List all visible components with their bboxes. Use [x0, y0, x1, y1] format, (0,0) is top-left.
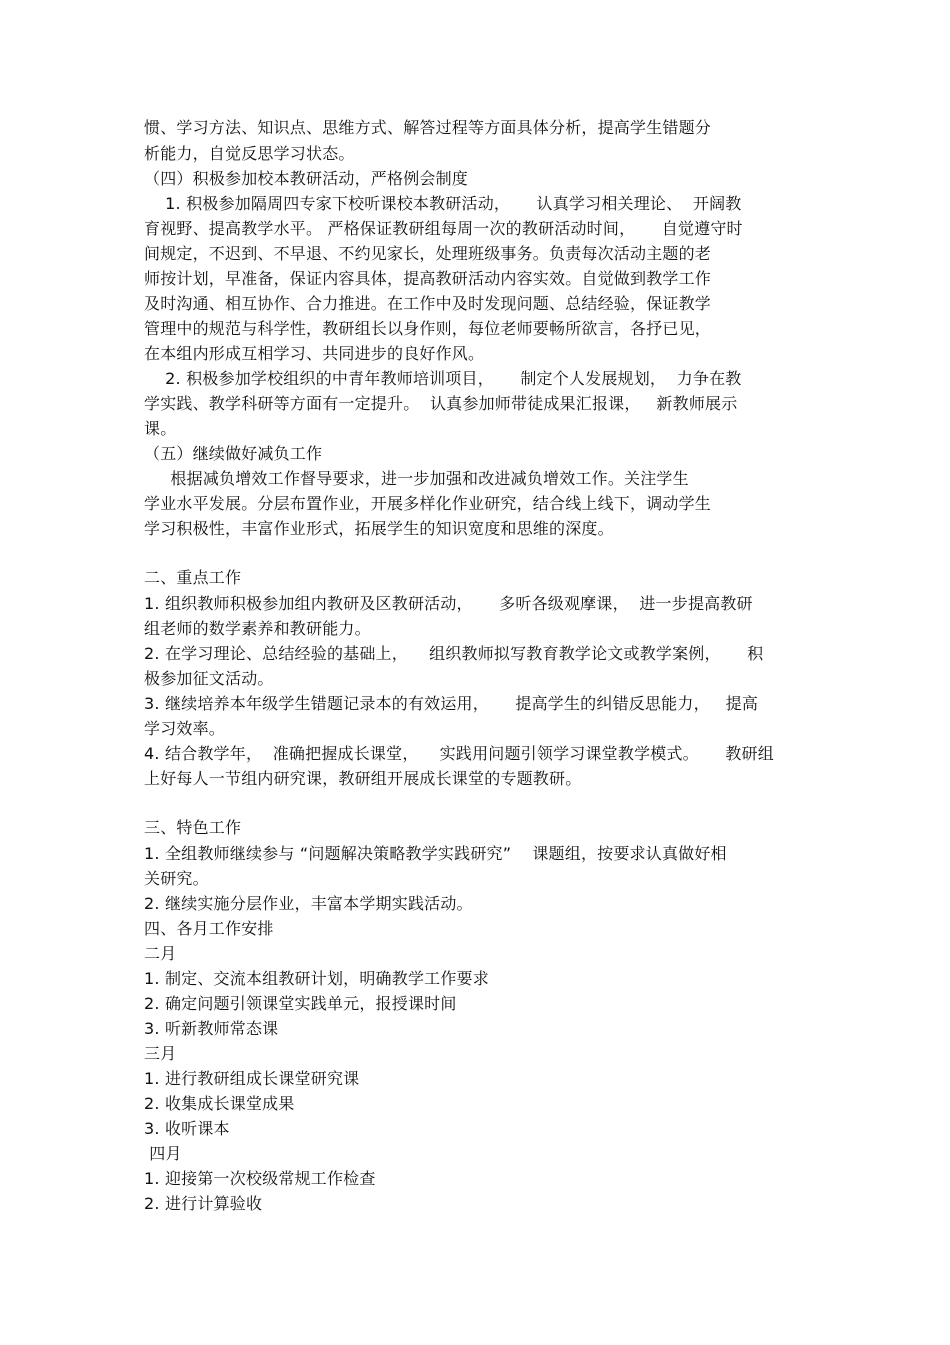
text-line: 育视野、提高教学水平。 严格保证教研组每周一次的教研活动时间， 自觉遵守时	[144, 219, 743, 238]
text-line: 管理中的规范与科学性，教研组长以身作则，每位老师要畅所欲言，各抒已见，	[144, 319, 712, 338]
section-heading: 二、重点工作	[144, 568, 242, 587]
section-heading: （五）继续做好减负工作	[144, 444, 323, 463]
text-line: 2. 确定问题引领课堂实践单元，报授课时间	[144, 994, 457, 1013]
text-line: 3. 听新教师常态课	[144, 1019, 279, 1038]
text-line: 2. 积极参加学校组织的中青年教师培训项目， 制定个人发展规划， 力争在教	[144, 369, 742, 388]
text-line: 学业水平发展。分层布置作业，开展多样化作业研究，结合线上线下，调动学生	[144, 494, 712, 513]
text-line: 2. 收集成长课堂成果	[144, 1094, 295, 1113]
text-line: 1. 进行教研组成长课堂研究课	[144, 1069, 360, 1088]
text-line: 3. 收听课本	[144, 1119, 230, 1138]
text-line: 2. 在学习理论、总结经验的基础上， 组织教师拟写教育教学论文或教学案例， 积	[144, 644, 764, 663]
text-line: 1. 全组教师继续参与 “问题解决策略教学实践研究” 课题组，按要求认真做好相	[144, 844, 727, 863]
text-line: 1. 积极参加隔周四专家下校听课校本教研活动， 认真学习相关理论、 开阔教	[144, 194, 742, 213]
text-line: 学习积极性，丰富作业形式，拓展学生的知识宽度和思维的深度。	[144, 519, 614, 538]
text-line: 1. 制定、交流本组教研计划，明确教学工作要求	[144, 969, 489, 988]
text-line: 师按计划，早准备，保证内容具体，提高教研活动内容实效。自觉做到教学工作	[144, 269, 712, 288]
text-line: 学实践、教学科研等方面有一定提升。 认真参加师带徒成果汇报课， 新教师展示	[144, 394, 738, 413]
text-line: 上好每人一节组内研究课，教研组开展成长课堂的专题教研。	[144, 769, 582, 788]
text-line: 及时沟通、相互协作、合力推进。在工作中及时发现问题、总结经验，保证教学	[144, 294, 712, 313]
month-heading: 四月	[144, 1144, 182, 1163]
section-heading: 四、各月工作安排	[144, 919, 274, 938]
text-line: 3. 继续培养本年级学生错题记录本的有效运用， 提高学生的纠错反思能力， 提高	[144, 694, 759, 713]
text-line: 析能力，自觉反思学习状态。	[144, 144, 355, 163]
text-line: 1. 组织教师积极参加组内教研及区教研活动， 多听各级观摩课， 进一步提高教研	[144, 594, 753, 613]
month-heading: 二月	[144, 944, 177, 963]
text-line: 极参加征文活动。	[144, 669, 274, 688]
text-line: 2. 继续实施分层作业，丰富本学期实践活动。	[144, 894, 473, 913]
month-heading: 三月	[144, 1044, 177, 1063]
text-line: 间规定，不迟到、不早退、不约见家长，处理班级事务。负责每次活动主题的老	[144, 244, 712, 263]
text-line: 在本组内形成互相学习、共同进步的良好作风。	[144, 344, 485, 363]
text-line: 课。	[144, 419, 177, 438]
text-line: 学习效率。	[144, 719, 226, 738]
section-heading: 三、特色工作	[144, 818, 242, 837]
text-line: 4. 结合教学年， 准确把握成长课堂， 实践用问题引领学习课堂教学模式。 教研组	[144, 744, 774, 763]
text-line: 组老师的数学素养和教研能力。	[144, 619, 371, 638]
text-line: 1. 迎接第一次校级常规工作检查	[144, 1169, 376, 1188]
text-line: 根据减负增效工作督导要求，进一步加强和改进减负增效工作。关注学生	[144, 469, 689, 488]
text-line: 关研究。	[144, 869, 209, 888]
text-line: 2. 进行计算验收	[144, 1194, 263, 1213]
section-heading: （四）积极参加校本教研活动，严格例会制度	[144, 169, 469, 188]
text-line: 惯、学习方法、知识点、思维方式、解答过程等方面具体分析，提高学生错题分	[144, 118, 712, 137]
